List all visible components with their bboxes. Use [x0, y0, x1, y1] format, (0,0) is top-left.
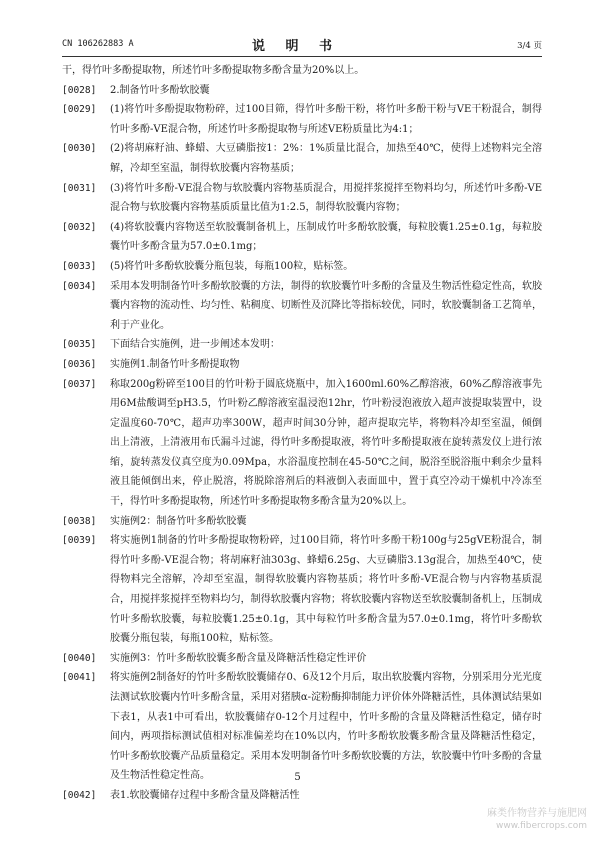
- numbered-paragraph: [62, 668, 542, 786]
- numbered-paragraph: [62, 335, 542, 355]
- paragraph-number: [0042]: [62, 789, 97, 801]
- document-title: 说 明 书: [252, 39, 341, 54]
- numbered-paragraph: [62, 139, 542, 178]
- paragraph-number: [0035]: [62, 339, 97, 351]
- paragraph-number: [0029]: [62, 104, 97, 116]
- paragraph-number: [0036]: [62, 358, 97, 370]
- watermark: [487, 808, 587, 832]
- paragraph-number: [0040]: [62, 652, 97, 664]
- paragraph-number: [0033]: [62, 260, 97, 272]
- paragraph-text: 实施例2：制备竹叶多酚软胶囊: [110, 515, 247, 527]
- paragraph-number: [0037]: [62, 378, 97, 390]
- paragraph-list: [62, 81, 542, 806]
- paragraph-text: (3)将竹叶多酚-VE混合物与软胶囊内容物基质混合，用搅拌浆搅拌至物料均匀，所述竹叶多酚-VE混合物与软胶囊内容物基质质量比值为1:2.5，制得软胶囊内容物；: [110, 182, 542, 214]
- numbered-paragraph: [62, 179, 542, 218]
- header-divider: [62, 56, 542, 57]
- document-body: [62, 61, 542, 806]
- numbered-paragraph: [62, 531, 542, 649]
- numbered-paragraph: [62, 257, 542, 277]
- paragraph-text: (1)将竹叶多酚提取物粉碎，过100目筛，得竹叶多酚干粉，将竹叶多酚干粉与VE干粉混合，制得竹叶多酚-VE混合物，所述竹叶多酚提取物与所述VE粉质量比为4:1；: [110, 104, 542, 135]
- numbered-paragraph: [62, 100, 542, 139]
- numbered-paragraph: [62, 218, 542, 257]
- paragraph-text: 实施例1.制备竹叶多酚提取物: [110, 358, 240, 370]
- paragraph-text: 下面结合实施例，进一步阐述本发明：: [110, 339, 280, 351]
- numbered-paragraph: [62, 512, 542, 532]
- watermark-url: www.fibercrops.com: [496, 821, 587, 831]
- numbered-paragraph: [62, 355, 542, 375]
- paragraph-text: 2.制备竹叶多酚软胶囊: [110, 84, 210, 96]
- paragraph-text: 将实施例2制备好的竹叶多酚软胶囊储存0、6及12个月后，取出软胶囊内容物，分别采用分光光度法测试软胶囊内竹叶多酚含量，采用对猪胰α-淀粉酶抑制能力评价体外降糖活性，具体测试结果如下表1，从表1中可看出，软胶囊储存0-12个月过程中，竹叶多酚的含量及降糖活性稳定，储存时间内，两项指标测试值相对标准偏差均在10%以内，竹叶多酚软胶囊多酚含量及降糖活性稳定，竹叶多酚软胶囊产品质量稳定。采用本发明制备竹叶多酚软胶囊的方法，软胶囊中竹叶多酚的含量及生物活性稳定性高。: [110, 672, 542, 782]
- numbered-paragraph: [62, 277, 542, 336]
- paragraph-text: 将实施例1制备的竹叶多酚提取物粉碎，过100目筛，将竹叶多酚干粉100g与25gVE粉混合，制得竹叶多酚-VE混合物；将胡麻籽油303g、蜂蜡6.25g、大豆磷脂3.13g混合，加热至40℃，使得物料完全溶解，冷却至室温，制得软胶囊内容物基质；将竹叶多酚-VE混合物与内容物基质混合，用搅拌浆搅拌至物料均匀，制得软胶囊内容物；将软胶囊内容物送至软胶囊制备机上，压制成竹叶多酚软胶囊，每粒胶囊1.25±0.1g，其中每粒竹叶多酚含量为57.0±0.1mg，将竹叶多酚软胶囊分瓶包装，每瓶100粒，贴标签。: [110, 535, 542, 645]
- paragraph-number: [0038]: [62, 515, 97, 527]
- paragraph-text: 称取200g粉碎至100目的竹叶粉于圆底烧瓶中，加入1600ml.60%乙醇溶液，60%乙醇溶液事先用6M盐酸调至pH3.5，竹叶粉乙醇溶液室温浸泡12hr，竹叶粉浸泡液放入超声波提取装置中，设定温度60-70℃，超声功率300W，超声时间30分钟，超声提取完毕，将物料冷却至室温，倾倒出上清液，上清液用布氏漏斗过滤，得竹叶多酚提取液，将竹叶多酚提取液在旋转蒸发仪上进行浓缩，旋转蒸发仪真空度为0.09Mpa，水浴温度控制在45-50℃之间，脱浴至脱浴瓶中剩余少量料液且能倾倒出来，停止脱溶，将脱除溶剂后的料液倒入表面皿中，置于真空冷动干燥机中冷冻至干，得竹叶多酚提取物，所述竹叶多酚提取物多酚含量为20%以上。: [110, 378, 542, 508]
- numbered-paragraph: [62, 649, 542, 669]
- page-number: 5: [294, 772, 301, 783]
- paragraph-text: (4)将软胶囊内容物送至软胶囊制备机上，压制成竹叶多酚软胶囊，每粒胶囊1.25±0.1g，每粒胶囊竹叶多酚含量为57.0±0.1mg；: [110, 221, 542, 253]
- paragraph-number: [0031]: [62, 182, 97, 194]
- paragraph-text: 表1.软胶囊储存过程中多酚含量及降糖活性: [110, 789, 300, 801]
- page-header: [62, 35, 542, 53]
- paragraph-number: [0030]: [62, 143, 97, 155]
- numbered-paragraph: [62, 375, 542, 512]
- page-indicator: 3/4 页: [517, 41, 542, 51]
- paragraph-number: [0039]: [62, 535, 97, 547]
- paragraph-number: [0032]: [62, 221, 97, 233]
- paragraph-text: (5)将竹叶多酚软胶囊分瓶包装，每瓶100粒，贴标签。: [110, 260, 354, 272]
- paragraph-text: 实施例3：竹叶多酚软胶囊多酚含量及降糖活性稳定性评价: [110, 652, 367, 664]
- paragraph-text: 采用本发明制备竹叶多酚软胶囊的方法，制得的软胶囊竹叶多酚的含量及生物活性稳定性高，软胶囊内容物的流动性、均匀性、粘稠度、切断性及沉降比等指标较优，同时，软胶囊制备工艺简单，利于产业化。: [110, 280, 542, 331]
- paragraph-text: (2)将胡麻籽油、蜂蜡、大豆磷脂按1：2%：1%质量比混合，加热至40℃，使得上述物料完全溶解，冷却至室温，制得软胶囊内容物基质；: [110, 143, 542, 174]
- paragraph-number: [0041]: [62, 672, 97, 684]
- patent-number: CN 106262883 A: [62, 39, 134, 49]
- paragraph-text: 干，得竹叶多酚提取物，所述竹叶多酚提取物多酚含量为20%以上。: [62, 65, 365, 76]
- paragraph-number: [0034]: [62, 280, 97, 292]
- numbered-paragraph: [62, 81, 542, 101]
- paragraph-continuation: [62, 61, 542, 81]
- watermark-site-name: 麻类作物营养与施肥网: [487, 808, 587, 819]
- paragraph-number: [0028]: [62, 84, 97, 96]
- numbered-paragraph: [62, 786, 542, 806]
